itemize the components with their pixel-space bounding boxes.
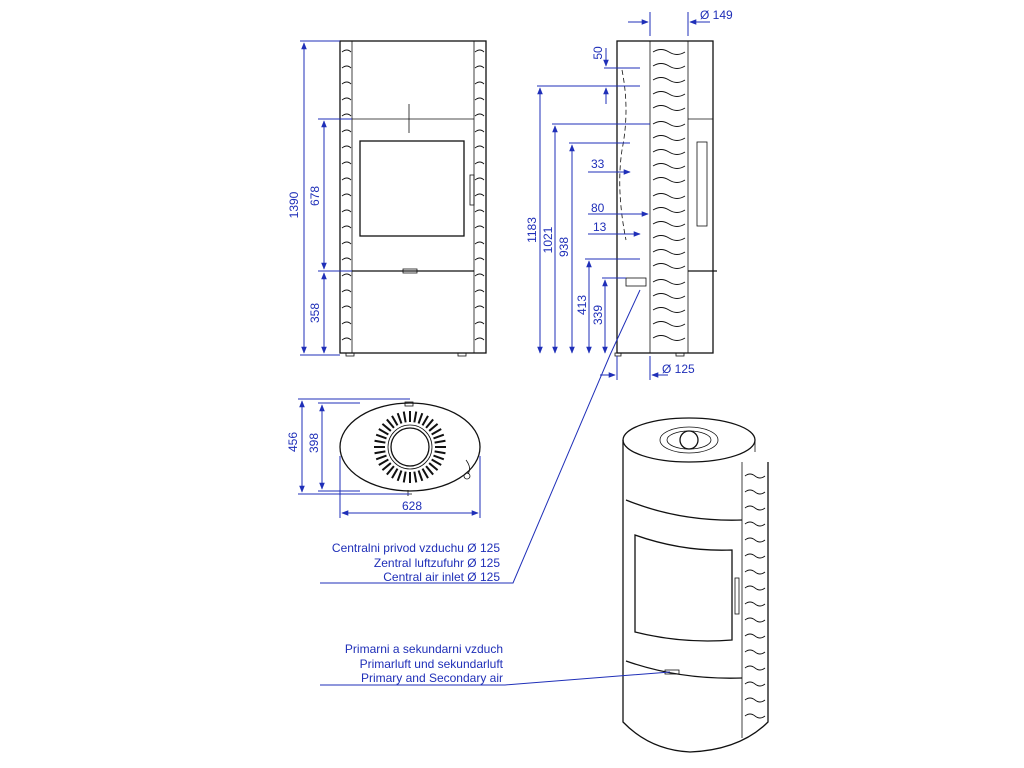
air-slot: [419, 470, 423, 480]
dim-1021: 1021: [541, 226, 555, 254]
air-slot: [398, 413, 402, 423]
perspective-view: [623, 418, 768, 752]
air-slot: [423, 416, 429, 426]
label-primary-air-de: Primarluft und sekundarluft: [359, 657, 503, 671]
side-body-outline: [617, 41, 713, 353]
dim-413: 413: [575, 294, 589, 316]
air-slot: [379, 429, 389, 435]
air-slot: [387, 466, 394, 474]
dim-1183: 1183: [525, 217, 539, 243]
air-slot: [414, 472, 416, 483]
air-inlet-port: [626, 278, 646, 286]
air-slot: [392, 469, 398, 479]
dim-339: 339: [591, 304, 605, 326]
air-labels: [332, 541, 504, 685]
dim-d125: Ø 125: [662, 362, 695, 376]
side-tile-waves: [653, 50, 685, 341]
label-central-air-de: Zentral luftzufuhr Ø 125: [373, 556, 500, 570]
air-slot: [419, 413, 423, 423]
air-slot: [426, 466, 433, 474]
door-top-line: [626, 500, 742, 520]
side-window: [697, 142, 707, 226]
air-slot: [382, 424, 390, 431]
dim-1390: 1390: [287, 191, 301, 219]
air-slot: [432, 460, 442, 466]
front-right-tile-column: [474, 41, 484, 353]
dim-358: 358: [308, 302, 322, 324]
air-slot: [376, 456, 386, 460]
air-slot: [404, 412, 406, 423]
air-slot: [375, 441, 386, 443]
air-slot: [382, 463, 390, 470]
door-bottom-line: [626, 661, 742, 678]
dim-80: 80: [591, 201, 605, 215]
dim-938: 938: [557, 236, 571, 258]
air-slot: [375, 451, 386, 453]
side-dimensions: [320, 8, 733, 583]
dim-456: 456: [286, 431, 300, 453]
dim-50: 50: [591, 46, 605, 60]
perspective-door-glass: [635, 535, 732, 641]
perspective-tile-waves: [745, 474, 765, 718]
air-slot: [423, 469, 429, 479]
dim-628: 628: [402, 499, 423, 513]
front-left-tile-column: [342, 41, 352, 353]
air-slot: [435, 451, 446, 453]
air-slot: [379, 460, 389, 466]
dim-398: 398: [307, 432, 321, 454]
air-slot: [426, 419, 433, 427]
flue-circle: [391, 428, 429, 466]
air-slot: [429, 424, 437, 431]
air-slot: [387, 419, 394, 427]
perspective-handle: [735, 578, 739, 614]
side-view: [615, 41, 717, 356]
label-primary-air-en: Primary and Secondary air: [360, 671, 503, 685]
air-slot-ring: [374, 411, 446, 483]
air-slot: [392, 416, 398, 426]
air-slot: [376, 435, 386, 439]
body-outline: [623, 440, 768, 752]
air-slot: [433, 456, 443, 460]
dim-13: 13: [593, 220, 607, 234]
plan-dimensions: [286, 399, 480, 518]
label-primary-air-cz: Primarni a sekundarni vzduch: [344, 642, 503, 656]
air-slot: [398, 470, 402, 480]
air-slot: [433, 435, 443, 439]
dim-33: 33: [591, 157, 605, 171]
front-view: [340, 41, 486, 356]
leader-central-air: [320, 290, 640, 583]
label-central-air-cz: Centralni privod vzduchu Ø 125: [331, 541, 500, 555]
dim-678: 678: [308, 185, 322, 207]
air-slot: [435, 441, 446, 443]
dim-d149: Ø 149: [700, 8, 733, 22]
top-ellipse: [623, 418, 755, 462]
air-slot: [404, 472, 406, 483]
door-handle: [470, 175, 474, 205]
plan-view: [340, 402, 480, 496]
air-slot: [429, 463, 437, 470]
label-central-air-en: Central air inlet Ø 125: [383, 570, 500, 584]
air-slot: [414, 412, 416, 423]
door-glass: [360, 141, 464, 236]
air-slot: [432, 429, 442, 435]
